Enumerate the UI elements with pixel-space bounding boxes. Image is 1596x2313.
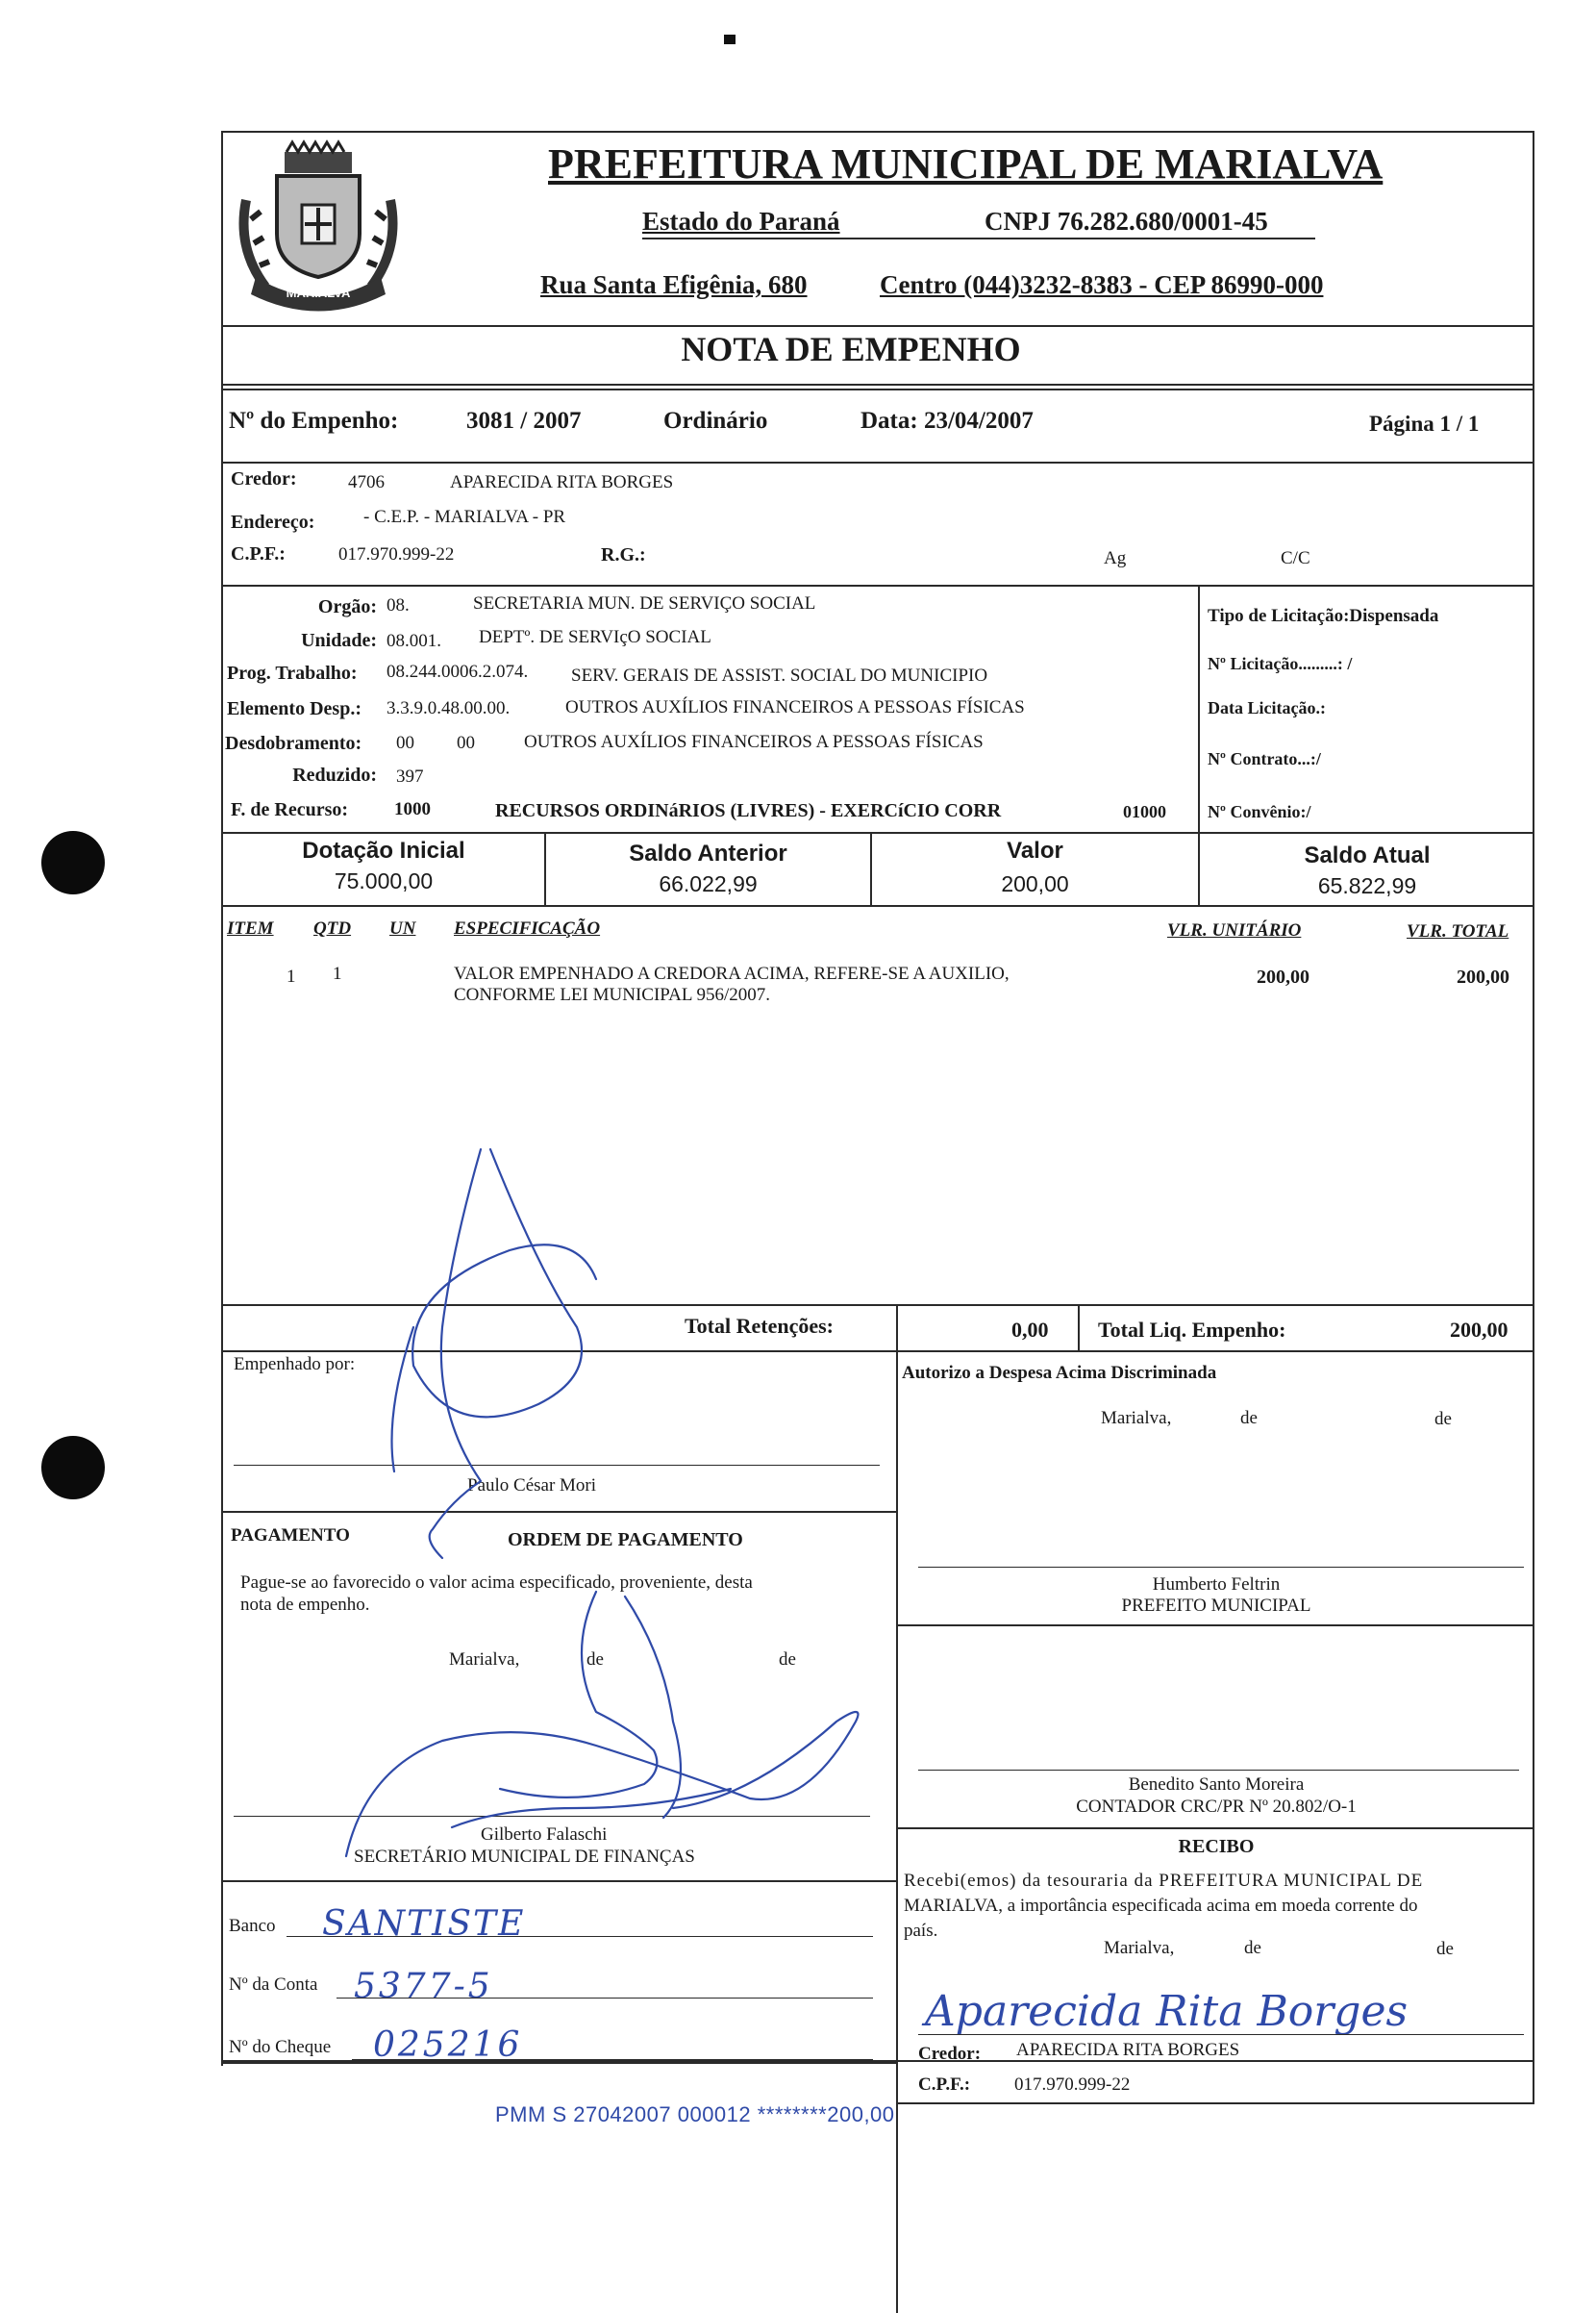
page-number: Página 1 / 1 xyxy=(1369,412,1480,436)
scan-mark xyxy=(724,35,736,44)
prefeito-signature-line xyxy=(918,1567,1524,1568)
fonte-name: RECURSOS ORDINáRIOS (LIVRES) - EXERCíCIO CORR xyxy=(495,800,1002,821)
recibo-line1: Recebi(emos) da tesouraria da PREFEITURA MUNICIPAL DE xyxy=(904,1871,1424,1891)
item-unit-value: 200,00 xyxy=(1257,967,1309,988)
saldo-anterior-label: Saldo Anterior xyxy=(629,841,787,867)
header-street: Rua Santa Efigênia, 680 xyxy=(540,270,808,299)
punch-hole-bottom xyxy=(41,1436,105,1499)
col-un-header: UN xyxy=(389,918,416,939)
col-item-header: ITEM xyxy=(227,918,274,939)
col-spec-header: ESPECIFICAÇÃO xyxy=(454,918,601,939)
header-cnpj: CNPJ 76.282.680/0001-45 xyxy=(985,207,1268,236)
cpf-value: 017.970.999-22 xyxy=(338,544,455,565)
cheque-line xyxy=(352,2059,873,2060)
orgao-label: Orgão: xyxy=(317,596,377,617)
elemento-label: Elemento Desp.: xyxy=(227,698,362,719)
orgao-name: SECRETARIA MUN. DE SERVIÇO SOCIAL xyxy=(473,593,816,614)
prog-code: 08.244.0006.2.074. xyxy=(387,662,529,682)
licitacao-convenio: Nº Convênio:/ xyxy=(1208,802,1311,821)
empenho-type: Ordinário xyxy=(663,408,768,434)
empenho-label: Nº do Empenho: xyxy=(229,408,399,434)
endereco-value: - C.E.P. - MARIALVA - PR xyxy=(363,507,566,527)
cpf-label: C.P.F.: xyxy=(231,543,286,565)
banco-value: SANTISTE xyxy=(322,1904,526,1944)
recibo-title: RECIBO xyxy=(1178,1836,1255,1857)
total-liq-value: 200,00 xyxy=(1450,1318,1509,1342)
elemento-name: OUTROS AUXÍLIOS FINANCEIROS A PESSOAS FÍSICAS xyxy=(565,697,1025,717)
conta-line xyxy=(337,1998,873,1999)
recibo-line3: país. xyxy=(904,1921,938,1941)
conta-value: 5377-5 xyxy=(354,1967,493,2006)
recibo-line2: MARIALVA, a importância especificada acima em moeda corrente do xyxy=(904,1896,1418,1916)
banco-label: Banco xyxy=(229,1916,276,1936)
secretario-name: Gilberto Falaschi xyxy=(481,1824,608,1845)
fonte-code: 1000 xyxy=(394,799,431,819)
secretario-role: SECRETÁRIO MUNICIPAL DE FINANÇAS xyxy=(354,1847,695,1867)
valor-value: 200,00 xyxy=(1001,871,1069,896)
pagamento-text-line2: nota de empenho. xyxy=(240,1595,370,1615)
recibo-signature-line xyxy=(918,2034,1524,2035)
licitacao-numero: Nº Licitação.........: / xyxy=(1208,654,1353,673)
pagamento-de2: de xyxy=(779,1649,796,1670)
prefeito-role: PREFEITO MUNICIPAL xyxy=(1121,1596,1311,1616)
pagamento-de1: de xyxy=(586,1649,604,1670)
item-number: 1 xyxy=(287,967,296,987)
item-qtd: 1 xyxy=(333,964,342,984)
doc-title: NOTA DE EMPENHO xyxy=(681,330,1021,368)
footer-stamp: PMM S 27042007 000012 ********200,00 xyxy=(495,2102,895,2126)
autorizo-label: Autorizo a Despesa Acima Discriminada xyxy=(902,1363,1217,1383)
header-contact: Centro (044)3232-8383 - CEP 86990-000 xyxy=(880,270,1324,299)
contador-role: CONTADOR CRC/PR Nº 20.802/O-1 xyxy=(1076,1797,1357,1817)
header-rule xyxy=(642,238,1315,239)
retencoes-value: 0,00 xyxy=(1011,1318,1049,1342)
recibo-de2: de xyxy=(1436,1939,1454,1959)
empenho-number: 3081 / 2007 xyxy=(466,408,582,434)
cheque-label: Nº do Cheque xyxy=(229,2037,332,2057)
desdob-code1: 00 xyxy=(396,733,414,753)
pagamento-label: PAGAMENTO xyxy=(231,1525,350,1546)
prefeito-name: Humberto Feltrin xyxy=(1152,1574,1281,1595)
unidade-code: 08.001. xyxy=(387,631,441,651)
recibo-credor-label: Credor: xyxy=(918,2044,982,2064)
endereco-label: Endereço: xyxy=(231,512,315,533)
empenhado-signature-line xyxy=(234,1465,880,1466)
saldo-anterior-value: 66.022,99 xyxy=(659,871,758,896)
autorizo-de1: de xyxy=(1240,1408,1258,1428)
pagamento-city: Marialva, xyxy=(449,1649,520,1670)
cheque-value: 025216 xyxy=(373,2025,523,2065)
pagamento-text-line1: Pague-se ao favorecido o valor acima especificado, proveniente, desta xyxy=(240,1572,753,1593)
recibo-de1: de xyxy=(1244,1938,1261,1958)
fonte-label: F. de Recurso: xyxy=(231,799,349,820)
dotacao-label: Dotação Inicial xyxy=(302,838,465,864)
dotacao-value: 75.000,00 xyxy=(334,868,434,893)
fonte-code2: 01000 xyxy=(1123,802,1166,821)
header-title: PREFEITURA MUNICIPAL DE MARIALVA xyxy=(548,140,1384,188)
recibo-credor-name: APARECIDA RITA BORGES xyxy=(1016,2040,1240,2060)
saldo-atual-value: 65.822,99 xyxy=(1317,873,1417,898)
autorizo-city: Marialva, xyxy=(1101,1408,1172,1428)
reduzido-label: Reduzido: xyxy=(292,765,377,786)
retencoes-label: Total Retenções: xyxy=(685,1314,834,1338)
reduzido-value: 397 xyxy=(396,767,424,787)
licitacao-data: Data Licitação.: xyxy=(1208,698,1326,717)
valor-label: Valor xyxy=(1007,838,1063,864)
prog-label: Prog. Trabalho: xyxy=(227,663,358,684)
conta-label: Nº da Conta xyxy=(229,1974,318,1995)
licitacao-contrato: Nº Contrato...:/ xyxy=(1208,749,1321,768)
credor-code: 4706 xyxy=(348,472,385,492)
desdob-name: OUTROS AUXÍLIOS FINANCEIROS A PESSOAS FÍSICAS xyxy=(524,732,984,752)
recibo-city: Marialva, xyxy=(1104,1938,1175,1958)
unidade-name: DEPTº. DE SERVIçO SOCIAL xyxy=(479,627,711,647)
recibo-cpf-label: C.P.F.: xyxy=(918,2074,971,2095)
punch-hole-top xyxy=(41,831,105,894)
contador-signature-line xyxy=(918,1770,1519,1771)
saldo-atual-label: Saldo Atual xyxy=(1304,842,1431,868)
recibo-signature: Aparecida Rita Borges xyxy=(925,1987,1409,2036)
secretario-signature-line xyxy=(234,1816,870,1817)
empenho-date: Data: 23/04/2007 xyxy=(860,408,1034,434)
contador-name: Benedito Santo Moreira xyxy=(1128,1774,1305,1795)
col-qtd-header: QTD xyxy=(313,918,352,939)
seal-text: MARIALVA xyxy=(286,286,351,300)
cc-label: C/C xyxy=(1281,548,1310,568)
empenhado-label: Empenhado por: xyxy=(234,1354,356,1374)
unidade-label: Unidade: xyxy=(301,630,377,651)
municipal-seal xyxy=(227,133,410,315)
desdob-label: Desdobramento: xyxy=(225,733,362,754)
item-spec-line1: VALOR EMPENHADO A CREDORA ACIMA, REFERE-SE A AUXILIO, xyxy=(454,964,1010,984)
header-state: Estado do Paraná xyxy=(642,207,840,236)
ordem-pagamento-label: ORDEM DE PAGAMENTO xyxy=(508,1529,743,1550)
credor-label: Credor: xyxy=(231,468,297,490)
ag-label: Ag xyxy=(1104,548,1127,568)
autorizo-de2: de xyxy=(1434,1409,1452,1429)
total-liq-label: Total Liq. Empenho: xyxy=(1098,1318,1286,1342)
elemento-code: 3.3.9.0.48.00.00. xyxy=(387,698,511,718)
item-total-value: 200,00 xyxy=(1457,967,1509,988)
credor-name: APARECIDA RITA BORGES xyxy=(450,472,674,492)
col-unit-header: VLR. UNITÁRIO xyxy=(1167,920,1302,941)
desdob-code2: 00 xyxy=(457,733,475,753)
rg-label: R.G.: xyxy=(601,544,646,566)
prog-name: SERV. GERAIS DE ASSIST. SOCIAL DO MUNICIPIO xyxy=(571,666,988,686)
licitacao-tipo: Tipo de Licitação:Dispensada xyxy=(1208,606,1439,626)
empenhado-name: Paulo César Mori xyxy=(467,1475,597,1496)
orgao-code: 08. xyxy=(387,595,410,616)
item-spec-line2: CONFORME LEI MUNICIPAL 956/2007. xyxy=(454,985,771,1005)
col-total-header: VLR. TOTAL xyxy=(1407,921,1509,942)
recibo-cpf-value: 017.970.999-22 xyxy=(1014,2074,1131,2095)
